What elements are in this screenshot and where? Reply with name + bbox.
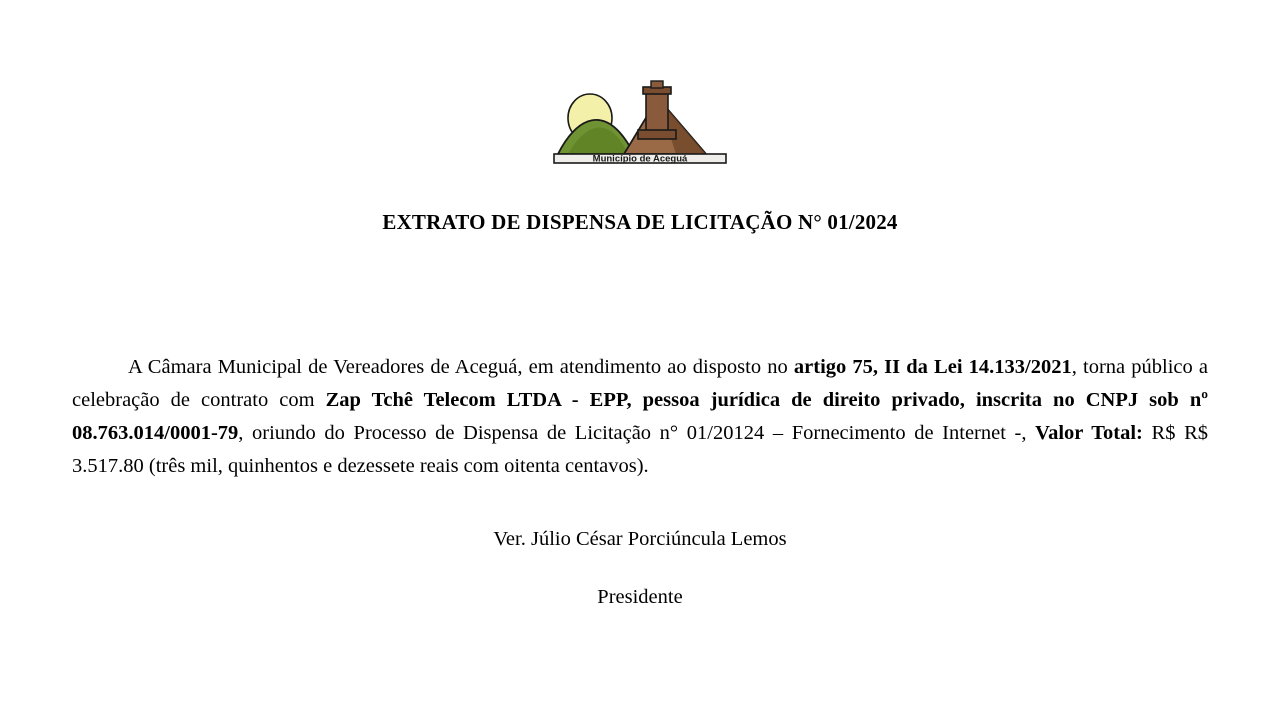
paragraph-segment: A Câmara Municipal de Vereadores de Aceguá, em atendimento ao disposto no: [128, 355, 794, 378]
paragraph-segment: , oriundo do Processo de Dispensa de Licitação n° 01/20124 – Fornecimento de Internet -,: [238, 421, 1036, 444]
municipal-coat-of-arms-icon: [550, 78, 730, 178]
extract-paragraph: [72, 351, 1208, 483]
signature-role: Presidente: [597, 586, 683, 608]
page-title: EXTRATO DE DISPENSA DE LICITAÇÃO N° 01/2024: [382, 210, 898, 234]
paragraph-segment: , torna público a celebração de contrato com: [72, 355, 1208, 411]
paragraph-segment: R$ R$ 3.517.80 (três mil, quinhentos e dezessete reais com oitenta centavos).: [72, 421, 1208, 477]
paragraph-segment: Zap Tchê Telecom LTDA - EPP, pessoa jurídica de direito privado, inscrita no CNPJ sob nº 08.763.014/0001-79: [72, 388, 1208, 444]
svg-text:Município de Aceguá: Município de Aceguá: [592, 153, 688, 165]
signature-name: Ver. Júlio César Porciúncula Lemos: [493, 528, 787, 550]
body-text-block: [72, 330, 1208, 503]
paragraph-segment: Valor Total:: [1035, 421, 1143, 444]
paragraph-segment: artigo 75, II da Lei 14.133/2021: [793, 355, 1072, 378]
logo-container: [0, 78, 1280, 178]
